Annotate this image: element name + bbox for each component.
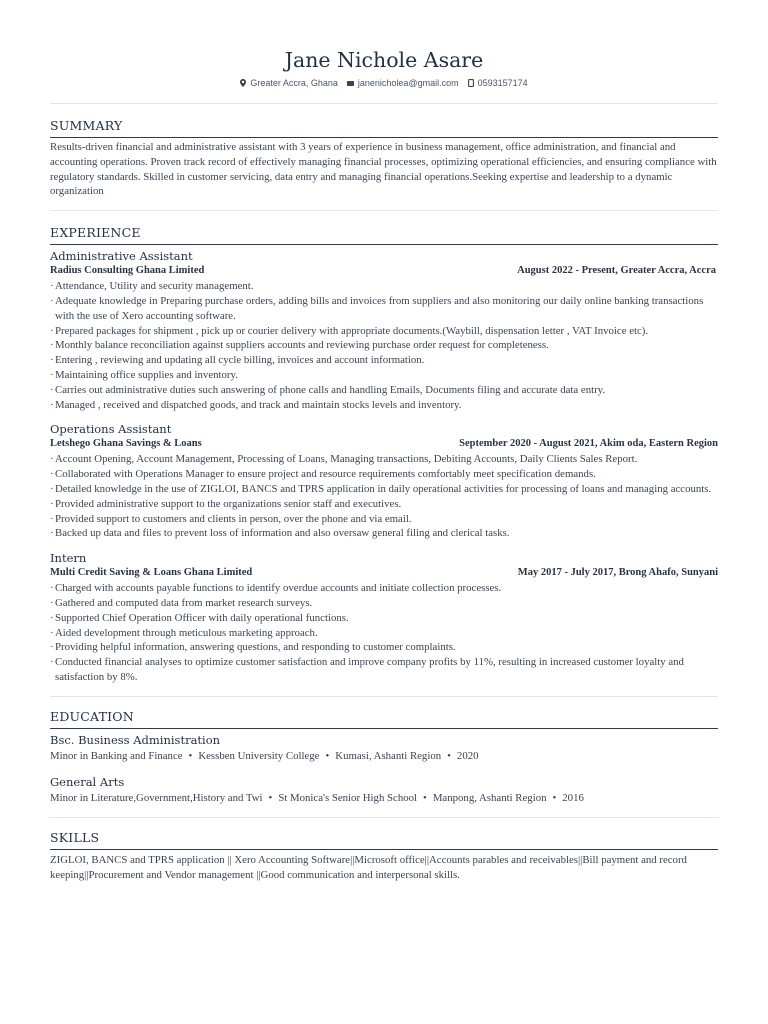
experience-section — [50, 225, 718, 685]
skills-section — [50, 830, 718, 883]
contact-info — [50, 77, 718, 89]
bullet-item — [50, 452, 718, 467]
bullet-item — [50, 338, 718, 353]
bullet-item — [50, 655, 718, 685]
envelope-icon — [347, 81, 354, 86]
summary-text: Results-driven financial and administrative assistant with 3 years of experience in business management, office administration, and financial and accounting operations. Proven track record of effectively managing financial processes, optimizing operational efficiencies, and ensuring compliance with regulatory standards. Skilled in customer servicing, data entry and managing financial operations.Seeking expertise and leadership to a dynamic organization — [50, 141, 717, 198]
email-item[interactable] — [347, 78, 459, 88]
bullet-item — [50, 353, 718, 368]
job-bullets — [50, 581, 718, 685]
education-minor: Minor in Literature,Government,History and Twi — [50, 791, 263, 804]
education-school: St Monica's Senior High School — [278, 791, 418, 804]
separator-dot: • — [325, 749, 330, 762]
bullet-text: Providing helpful information, answering questions, and responding to customer complaints. — [55, 641, 456, 654]
location-text: Greater Accra, Ghana — [250, 78, 338, 88]
bullet-dot: · — [50, 482, 54, 495]
job-title: Operations Assistant — [50, 422, 172, 437]
bullet-item — [50, 526, 718, 541]
summary-section — [50, 118, 718, 199]
phone-item[interactable] — [468, 78, 528, 88]
education-school: Kessben University College — [198, 749, 320, 762]
section-rule — [50, 137, 718, 138]
bullet-dot: · — [50, 626, 54, 639]
separator-dot: • — [423, 791, 427, 804]
job-dates: August 2022 - Present, Greater Accra, Accra — [517, 265, 716, 277]
education-details — [50, 791, 718, 806]
bullet-text: Conducted financial analyses to optimize customer satisfaction and improve company profits by 11%, resulting in increased customer loyalty and satisfaction by 8%. — [55, 656, 684, 683]
bullet-item — [50, 398, 718, 413]
section-rule — [50, 244, 718, 245]
bullet-dot: · — [50, 383, 54, 396]
job-meta — [50, 437, 718, 451]
job-dates: May 2017 - July 2017, Brong Ahafo, Sunyani — [517, 567, 718, 579]
section-title: SKILLS — [50, 830, 100, 846]
separator-dot: • — [552, 791, 557, 804]
bullet-dot: · — [50, 512, 54, 525]
job-entry — [50, 249, 718, 412]
bullet-item — [50, 512, 718, 527]
bullet-item — [50, 497, 718, 512]
section-rule — [50, 728, 718, 729]
bullet-item — [50, 467, 718, 482]
section-divider — [50, 696, 718, 697]
map-pin-icon — [240, 79, 246, 87]
bullet-dot: · — [50, 468, 54, 481]
education-entry — [50, 733, 718, 764]
bullet-text: Detailed knowledge in the use of ZIGLOI, BANCS and TPRS application in daily operational activities for processing of loans and managing accounts. — [55, 482, 712, 495]
bullet-dot: · — [50, 656, 54, 669]
bullet-item — [50, 596, 718, 611]
bullet-dot: · — [50, 453, 54, 466]
bullet-item — [50, 626, 718, 641]
bullet-item — [50, 324, 718, 339]
education-section — [50, 709, 718, 806]
bullet-item — [50, 581, 718, 596]
degree-title: General Arts — [50, 774, 125, 789]
bullet-text: Provided administrative support to the organizations senior staff and executives. — [55, 497, 402, 510]
bullet-text: Provided support to customers and clients in person, over the phone and via email. — [55, 512, 412, 525]
bullet-text: Managed , received and dispatched goods, and track and maintain stocks levels and inventory. — [55, 398, 462, 411]
bullet-dot: · — [50, 582, 54, 595]
company-name: Letshego Ghana Savings & Loans — [50, 438, 202, 450]
bullet-item — [50, 294, 718, 324]
bullet-dot: · — [50, 324, 54, 337]
bullet-dot: · — [50, 527, 54, 540]
education-year: 2020 — [456, 749, 479, 762]
section-title: EDUCATION — [50, 708, 134, 724]
bullet-text: Backed up data and files to prevent loss of information and also oversaw general filing and clerical tasks. — [55, 527, 510, 540]
company-name: Multi Credit Saving & Loans Ghana Limited — [50, 567, 253, 579]
bullet-text: Monthly balance reconciliation against suppliers accounts and reviewing purchase order request for completeness. — [55, 339, 549, 352]
separator-dot: • — [268, 791, 273, 804]
bullet-text: Prepared packages for shipment , pick up or courier delivery with appropriate documents.(Waybill, dispensation letter , VAT Invoice etc). — [55, 324, 649, 337]
job-meta — [50, 264, 718, 278]
degree-title: Bsc. Business Administration — [50, 732, 221, 747]
bullet-text: Account Opening, Account Management, Processing of Loans, Managing transactions, Debiting Accounts, Daily Clients Sales Report. — [55, 453, 638, 466]
job-meta — [50, 566, 718, 580]
bullet-dot: · — [50, 354, 54, 367]
education-location: Kumasi, Ashanti Region — [335, 749, 442, 762]
email-text[interactable]: janenicholea@gmail.com — [357, 78, 459, 88]
education-minor: Minor in Banking and Finance — [50, 749, 183, 762]
header-divider — [50, 103, 718, 104]
bullet-item — [50, 482, 718, 497]
bullet-item — [50, 383, 718, 398]
candidate-name: Jane Nichole Asare — [284, 48, 484, 72]
bullet-dot: · — [50, 611, 54, 624]
bullet-text: Collaborated with Operations Manager to ensure project and resource requirements comfortably meet specification demands. — [55, 468, 596, 481]
mobile-phone-icon — [468, 79, 474, 87]
separator-dot: • — [447, 749, 451, 762]
bullet-item — [50, 640, 718, 655]
bullet-text: Adequate knowledge in Preparing purchase orders, adding bills and invoices from suppliers and also monitoring our daily online banking transactions with the use of Xero accounting software. — [55, 294, 704, 322]
bullet-dot: · — [50, 596, 54, 609]
bullet-text: Gathered and computed data from market research surveys. — [55, 596, 313, 609]
bullet-item — [50, 279, 718, 294]
job-dates: September 2020 - August 2021, Akim oda, Eastern Region — [459, 438, 718, 450]
bullet-dot: · — [50, 280, 54, 293]
job-entry — [50, 551, 718, 685]
bullet-text: Entering , reviewing and updating all cycle billing, invoices and account information. — [55, 354, 425, 367]
bullet-text: Aided development through meticulous marketing approach. — [55, 626, 318, 639]
bullet-dot: · — [50, 294, 54, 307]
education-details — [50, 749, 718, 764]
bullet-dot: · — [50, 641, 54, 654]
bullet-dot: · — [50, 497, 54, 510]
phone-text[interactable]: 0593157174 — [477, 78, 528, 88]
section-divider — [50, 817, 718, 818]
bullet-item — [50, 611, 718, 626]
job-bullets — [50, 279, 718, 412]
bullet-text: Maintaining office supplies and inventory. — [55, 368, 238, 381]
location-item — [240, 78, 338, 88]
bullet-item — [50, 368, 718, 383]
section-rule — [50, 849, 718, 850]
education-location: Manpong, Ashanti Region — [432, 791, 547, 804]
bullet-text: Carries out administrative duties such answering of phone calls and handling Emails, Documents filing and accurate data entry. — [55, 383, 606, 396]
separator-dot: • — [188, 749, 193, 762]
job-entry — [50, 422, 718, 541]
bullet-dot: · — [50, 339, 54, 352]
education-year: 2016 — [562, 791, 584, 804]
bullet-text: Attendance, Utility and security management. — [55, 280, 254, 293]
section-title: SUMMARY — [50, 118, 123, 133]
bullet-dot: · — [50, 368, 54, 381]
section-divider — [50, 210, 718, 211]
bullet-dot: · — [50, 398, 54, 411]
job-title: Administrative Assistant — [50, 249, 193, 264]
education-entry — [50, 775, 718, 806]
bullet-text: Charged with accounts payable functions to identify overdue accounts and initiate collection processes. — [55, 582, 502, 595]
section-title: EXPERIENCE — [50, 225, 141, 241]
company-name: Radius Consulting Ghana Limited — [50, 265, 205, 277]
job-title: Intern — [50, 551, 87, 566]
skills-text: ZIGLOI, BANCS and TPRS application || Xero Accounting Software||Microsoft office||Accounts parables and receivables||Bill payment and record keeping||Procurement and Vendor management ||Good communication and interpersonal skills. — [50, 854, 687, 882]
bullet-text: Supported Chief Operation Officer with daily operational functions. — [55, 611, 349, 624]
job-bullets — [50, 452, 718, 541]
